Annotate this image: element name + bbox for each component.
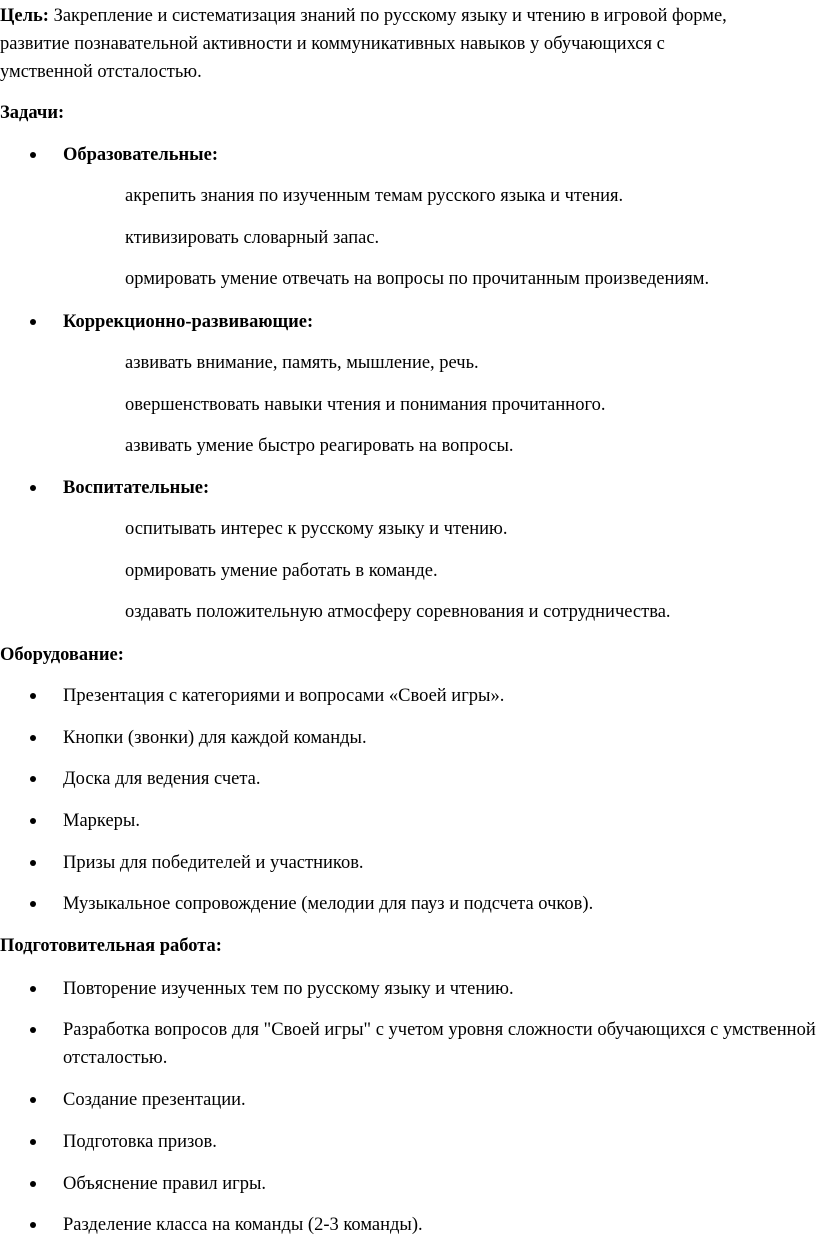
- bullet-icon: [30, 735, 36, 741]
- goal-label: Цель:: [0, 6, 49, 26]
- bullet-icon: [30, 1181, 36, 1187]
- bullet-icon: [30, 986, 36, 992]
- equipment-item: [0, 809, 816, 833]
- preparation-item: [0, 1088, 816, 1112]
- preparation-item: [0, 1018, 816, 1074]
- task-group-educational: [0, 143, 816, 167]
- preparation-item-text: Подготовка призов.: [63, 1132, 217, 1152]
- task-group-title-row: [0, 476, 816, 500]
- preparation-item: [0, 1130, 816, 1154]
- bullet-icon: [30, 1097, 36, 1103]
- task-item: оздавать положительную атмосферу соревнования и сотрудничества.: [125, 602, 671, 622]
- equipment-item: [0, 851, 816, 875]
- preparation-item-text: Повторение изученных тем по русскому языку и чтению.: [63, 979, 514, 999]
- preparation-item: [0, 1213, 816, 1237]
- goal-line-1: [0, 2, 816, 30]
- task-group-title-row: [0, 310, 816, 334]
- preparation-item: [0, 977, 816, 1001]
- task-item: оспитывать интерес к русскому языку и чтению.: [125, 519, 508, 539]
- task-group-correctional: [0, 310, 816, 334]
- equipment-item-text: Музыкальное сопровождение (мелодии для пауз и подсчета очков).: [63, 894, 594, 914]
- bullet-icon: [30, 860, 36, 866]
- preparation-item-text: Разработка вопросов для "Своей игры" с учетом уровня сложности обучающихся с умственной отсталостью.: [63, 1020, 816, 1068]
- task-group-upbringing: [0, 476, 816, 500]
- bullet-icon: [30, 1139, 36, 1145]
- preparation-item: [0, 1172, 816, 1196]
- goal-text-1: Закрепление и систематизация знаний по русскому языку и чтению в игровой форме,: [48, 6, 727, 26]
- task-item: азвивать умение быстро реагировать на вопросы.: [125, 436, 514, 456]
- goal-line-2: развитие познавательной активности и коммуникативных навыков у обучающихся с: [0, 34, 665, 54]
- bullet-icon: [30, 319, 36, 325]
- bullet-icon: [30, 1027, 36, 1033]
- task-item: азвивать внимание, память, мышление, речь.: [125, 353, 479, 373]
- task-group-title: Образовательные:: [63, 145, 218, 165]
- task-item: ормировать умение работать в команде.: [125, 561, 438, 581]
- equipment-item-text: Презентация с категориями и вопросами «Своей игры».: [63, 686, 505, 706]
- equipment-item: [0, 767, 816, 791]
- preparation-item-text: Разделение класса на команды (2-3 команды).: [63, 1215, 423, 1235]
- task-item: ктивизировать словарный запас.: [125, 228, 380, 248]
- bullet-icon: [30, 901, 36, 907]
- goal-line-3: умственной отсталостью.: [0, 62, 202, 82]
- goal-paragraph: [0, 2, 816, 86]
- bullet-icon: [30, 485, 36, 491]
- tasks-heading: Задачи:: [0, 103, 65, 123]
- equipment-heading: Оборудование:: [0, 645, 124, 665]
- preparation-heading: Подготовительная работа:: [0, 936, 222, 956]
- equipment-item-text: Призы для победителей и участников.: [63, 853, 364, 873]
- equipment-item: [0, 684, 816, 708]
- equipment-item-text: Кнопки (звонки) для каждой команды.: [63, 728, 367, 748]
- task-group-title-row: [0, 143, 816, 167]
- equipment-item: [0, 726, 816, 750]
- bullet-icon: [30, 693, 36, 699]
- task-group-title: Коррекционно-развивающие:: [63, 312, 314, 332]
- equipment-item-text: Маркеры.: [63, 811, 140, 831]
- task-item: акрепить знания по изученным темам русского языка и чтения.: [125, 186, 624, 206]
- equipment-item-text: Доска для ведения счета.: [63, 769, 261, 789]
- bullet-icon: [30, 1222, 36, 1228]
- preparation-item-text: Объяснение правил игры.: [63, 1174, 266, 1194]
- bullet-icon: [30, 776, 36, 782]
- bullet-icon: [30, 818, 36, 824]
- task-item: ормировать умение отвечать на вопросы по прочитанным произведениям.: [125, 269, 710, 289]
- equipment-item: [0, 892, 816, 916]
- task-item: овершенствовать навыки чтения и понимания прочитанного.: [125, 395, 606, 415]
- preparation-item-text: Создание презентации.: [63, 1090, 246, 1110]
- task-group-title: Воспитательные:: [63, 478, 210, 498]
- bullet-icon: [30, 152, 36, 158]
